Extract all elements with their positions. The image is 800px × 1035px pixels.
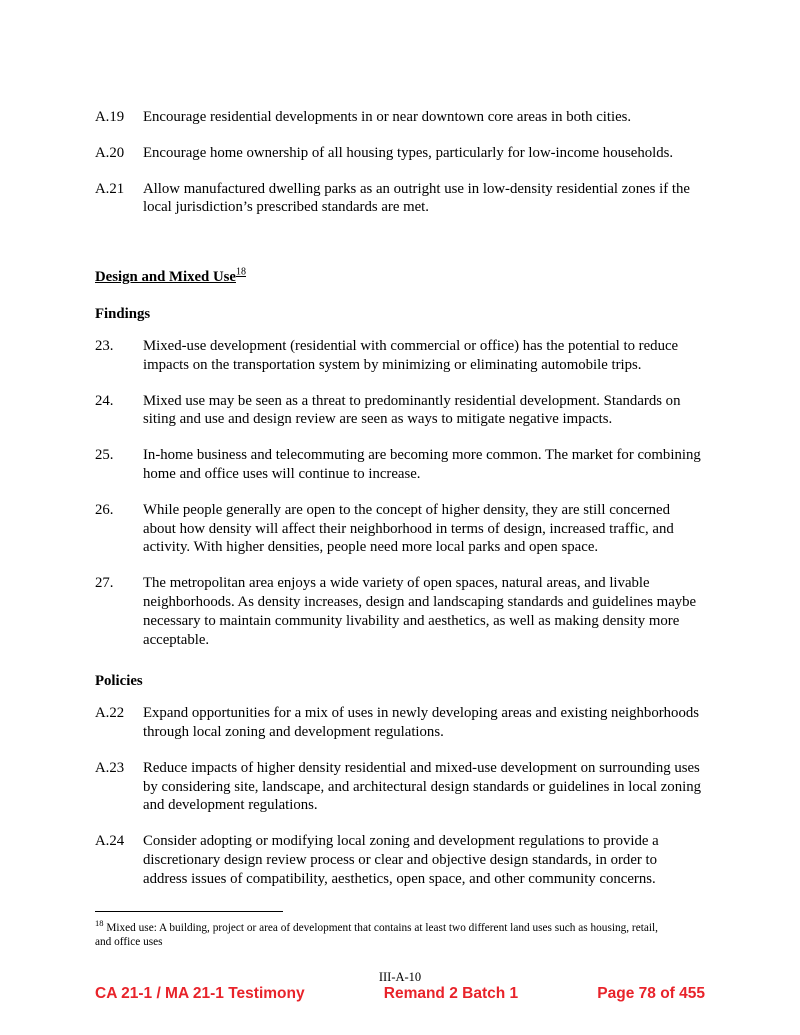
policy-number: A.19 bbox=[95, 109, 125, 125]
finding-item bbox=[95, 337, 705, 375]
section-heading-title: Design and Mixed Use bbox=[95, 269, 236, 286]
policy-number: A.24 bbox=[95, 833, 125, 850]
policy-text: Expand opportunities for a mix of uses in newly developing areas and existing neighborhoods through local zoning and development regulations. bbox=[143, 705, 700, 741]
policy-number: A.23 bbox=[95, 759, 125, 776]
findings-heading: Findings bbox=[95, 306, 151, 323]
finding-item bbox=[95, 446, 705, 484]
policy-number: A.22 bbox=[95, 705, 125, 722]
finding-text: Mixed use may be seen as a threat to predominantly residential development. Standards on siting and use and design review are seen as ways to mitigate negative impacts. bbox=[143, 392, 681, 428]
stamp-page-label: Page 78 of 455 bbox=[597, 985, 705, 1002]
policy-text: Consider adopting or modifying local zoning and development regulations to provide a discretionary design review process or clear and objective design standards, in order to address issues of compatibility, aesthetics, open space, and other community concerns. bbox=[143, 833, 659, 887]
footnote-marker: 18 bbox=[95, 917, 104, 928]
section-heading bbox=[95, 243, 705, 286]
finding-text: While people generally are open to the concept of higher density, they are still concerned about how density will affect their neighborhood in terms of design, increased traffic, and activity. With higher densities, people need more local parks and open space. bbox=[143, 501, 674, 556]
policy-item bbox=[95, 180, 705, 218]
stamp-batch-label: Remand 2 Batch 1 bbox=[383, 985, 519, 1002]
finding-text: Mixed-use development (residential with commercial or office) has the potential to reduce impacts on the transportation system by minimizing or eliminating automobile trips. bbox=[143, 338, 679, 373]
finding-number: 23. bbox=[95, 338, 114, 355]
policy-item bbox=[95, 108, 705, 127]
policy-item bbox=[95, 704, 705, 742]
policy-number: A.20 bbox=[95, 144, 125, 161]
finding-item bbox=[95, 392, 705, 430]
policy-item bbox=[95, 144, 705, 163]
finding-item bbox=[95, 501, 705, 557]
finding-item bbox=[95, 574, 705, 649]
policy-text: Reduce impacts of higher density residential and mixed-use development on surrounding uses by considering site, landscape, and architectural design standards or guidelines in local zoning and development regulations. bbox=[143, 759, 702, 814]
section-heading-footnote-marker: 18 bbox=[236, 266, 246, 278]
policy-text: Encourage residential developments in or near downtown core areas in both cities. bbox=[143, 109, 632, 125]
stamp-case-label: CA 21-1 / MA 21-1 Testimony bbox=[95, 985, 305, 1002]
policy-text: Encourage home ownership of all housing types, particularly for low-income households. bbox=[143, 144, 674, 161]
page-number: III-A-10 bbox=[378, 970, 422, 984]
footnote-text: Mixed use: A building, project or area of development that contains at least two different land uses such as housing, retail, and office uses bbox=[95, 921, 658, 949]
policies-heading: Policies bbox=[95, 673, 143, 690]
finding-number: 27. bbox=[95, 575, 114, 592]
footnote bbox=[95, 918, 675, 951]
finding-text: The metropolitan area enjoys a wide variety of open spaces, natural areas, and livable neighborhoods. As density increases, design and landscaping standards and guidelines maybe necessary to maintain community livability and aesthetics, as well as making density more acceptable. bbox=[143, 575, 697, 648]
finding-text: In-home business and telecommuting are becoming more common. The market for combining home and office uses will continue to increase. bbox=[143, 447, 701, 483]
policy-text: Allow manufactured dwelling parks as an outright use in low-density residential zones if the local jurisdiction’s prescribed standards are met. bbox=[143, 180, 690, 216]
finding-number: 25. bbox=[95, 447, 114, 464]
footnote-divider bbox=[95, 911, 283, 912]
policy-item bbox=[95, 759, 705, 815]
finding-number: 26. bbox=[95, 501, 114, 518]
policy-number: A.21 bbox=[95, 180, 125, 197]
exhibit-stamp bbox=[95, 985, 705, 1003]
finding-number: 24. bbox=[95, 392, 114, 409]
policy-item bbox=[95, 832, 705, 888]
